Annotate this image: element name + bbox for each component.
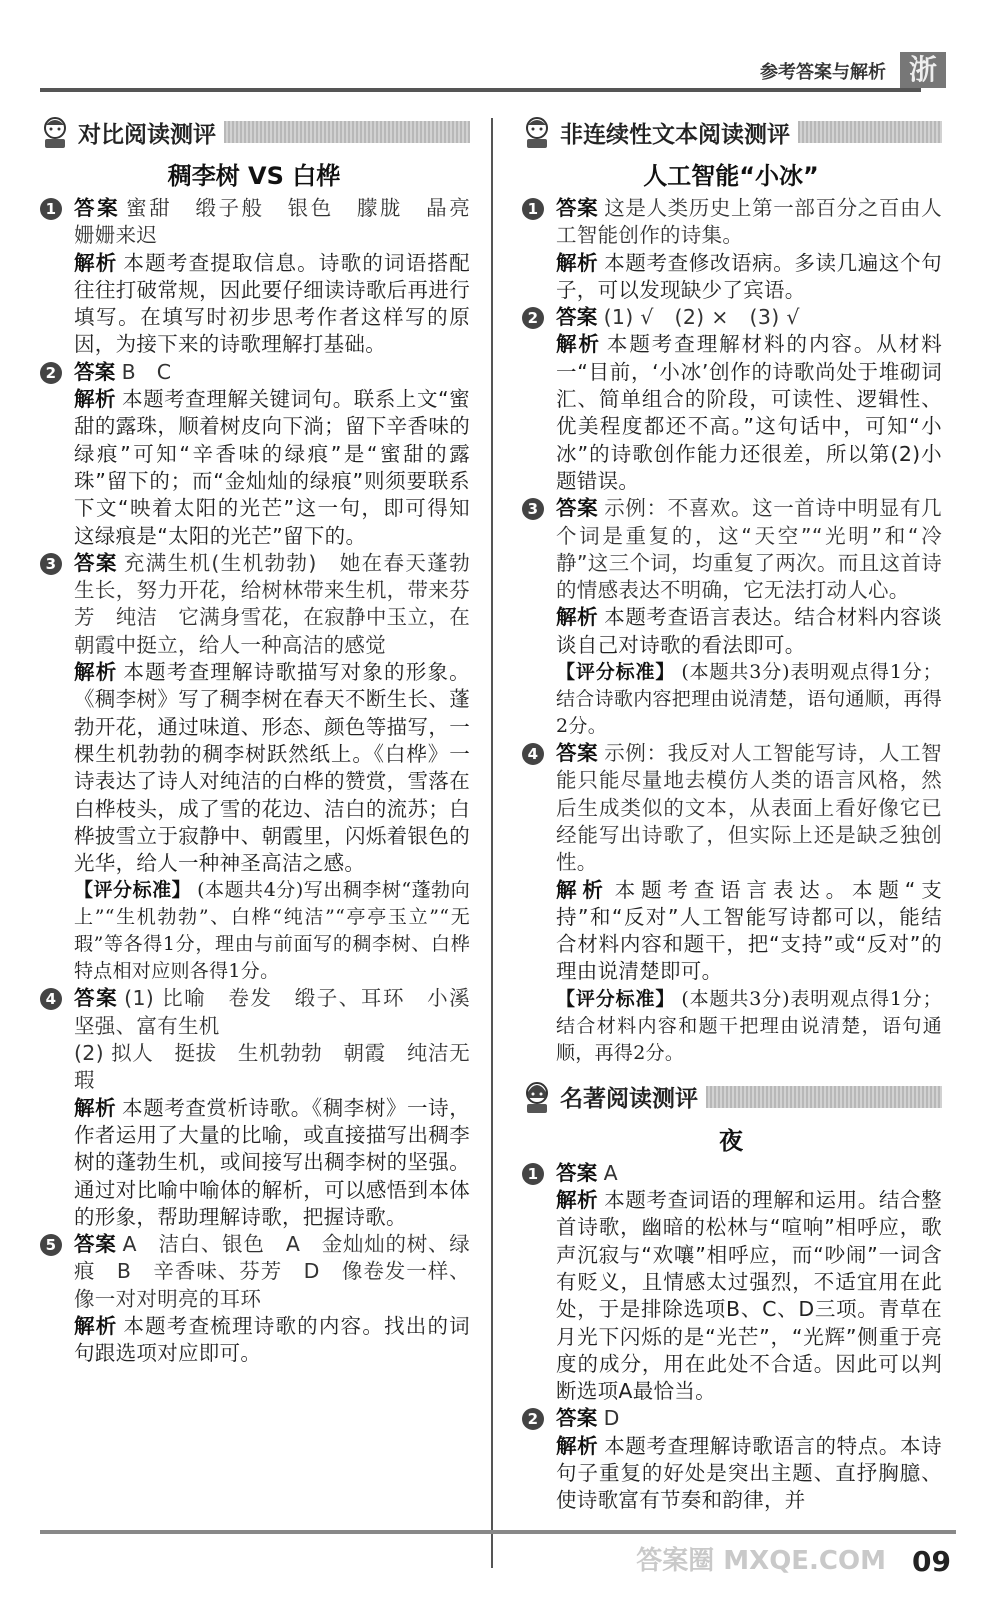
header-title: 参考答案与解析 <box>760 62 886 83</box>
question-item <box>520 1405 942 1514</box>
answer-label: 答案 <box>556 496 599 521</box>
answer-label: 答案 <box>556 741 599 766</box>
answer-text: D <box>603 1406 620 1431</box>
answer-text: A 洁白、银色 A 金灿灿的树、绿痕 B 辛香味、芬芳 D 像卷发一样、像一对对明亮的耳环 <box>74 1232 470 1311</box>
score-text: (本题共3分)表明观点得1分；结合诗歌内容把理由说清楚，语句通顺，再得2分。 <box>556 661 943 738</box>
question-number: 5 <box>40 1234 62 1256</box>
score-text: (本题共4分)写出稠李树“蓬勃向上”“生机勃勃”、白桦“纯洁”“亭亭玉立”“无瑕”等各得1分，理由与前面写的稠李树、白桦特点相对应则各得1分。 <box>74 879 470 983</box>
question-item <box>520 195 942 304</box>
answer-text: 示例：不喜欢。这一首诗中明显有几个词是重复的，这“天空”“光明”和“冷静”这三个词，均重复了两次。而且这首诗的情感表达不明确，它无法打动人心。 <box>556 496 942 603</box>
answer-text: 示例：我反对人工智能写诗，人工智能只能尽量地去模仿人类的语言风格，然后生成类似的文本，从表面上看好像它已经能写出诗歌了，但实际上还是缺乏独创性。 <box>556 741 942 875</box>
left-column <box>38 112 491 1368</box>
page-number: 09 <box>912 1545 951 1578</box>
analysis-label: 解析 <box>556 1433 599 1458</box>
question-number: 4 <box>40 988 62 1010</box>
question-item <box>38 1231 470 1367</box>
answer-label: 答案 <box>556 1406 598 1431</box>
analysis-text: 本题考查修改语病。多读几遍这个句子，可以发现缺少了宾语。 <box>556 250 942 302</box>
question-number: 2 <box>522 307 544 329</box>
answer-label: 答案 <box>556 305 598 330</box>
score-text: (本题共3分)表明观点得1分；结合材料内容和题干把理由说清楚，语句通顺，再得2分。 <box>556 987 942 1064</box>
analysis-text: 本题考查理解诗歌语言的特点。本诗句子重复的好处是突出主题、直抒胸臆、使诗歌富有节奏和韵律，并 <box>556 1433 942 1513</box>
answer-text: B C <box>121 359 172 384</box>
question-item <box>38 550 470 986</box>
page-header <box>0 0 996 95</box>
question-number: 3 <box>40 553 62 575</box>
question-number: 2 <box>40 362 62 384</box>
analysis-text: 本题考查理解材料的内容。从材料一“目前，‘小冰’创作的诗歌尚处于堆砌词汇、简单组合的阶段，可读性、逻辑性、优美程度都还不高。”这句话中，可知“小冰”的诗歌创作能力还很差，所以第(2)小题错误。 <box>556 332 942 493</box>
analysis-label: 解析 <box>556 332 601 357</box>
answer-label: 答案 <box>556 1160 598 1185</box>
header-province-tab: 浙 <box>900 52 946 88</box>
section-header-contrast-reading <box>38 112 470 152</box>
question-number: 1 <box>522 1163 544 1185</box>
answer-label: 答案 <box>74 986 119 1011</box>
analysis-label: 解析 <box>74 660 118 685</box>
reader-mascot-icon <box>520 115 554 149</box>
question-item <box>520 740 942 1067</box>
analysis-text: 本题考查词语的理解和运用。结合整首诗歌，幽暗的松林与“喧响”相呼应，歌声沉寂与“欢嚷”相呼应，而“吵闹”一词含有贬义，且情感太过强烈，不适宜用在此处，于是排除选项B、C、D三项。青草在月光下闪烁的是“光芒”，“光辉”侧重于亮度的成分，用在此处不合适。因此可以判断选项A最恰当。 <box>556 1188 942 1404</box>
analysis-label: 解析 <box>74 1095 117 1120</box>
answer-text: (1) √ (2) × (3) √ <box>603 305 800 330</box>
section-title-bar <box>224 121 470 143</box>
analysis-text: 本题考查提取信息。诗歌的词语搭配往往打破常规，因此要仔细读诗歌后再进行填写。在填写时初步思考作者这样写的原因，为接下来的诗歌理解打基础。 <box>74 250 470 357</box>
answer-text-part2: (2) 拟人 挺拔 生机勃勃 朝霞 纯洁无瑕 <box>74 1041 470 1093</box>
section-header-noncontinuous-reading <box>520 112 942 152</box>
answer-text: 这是人类历史上第一部百分之百由人工智能创作的诗集。 <box>556 196 942 248</box>
section-header-classic-reading <box>520 1077 942 1117</box>
analysis-text: 本题考查语言表达。结合材料内容谈谈自己对诗歌的看法即可。 <box>556 605 942 657</box>
answer-text: 充满生机(生机勃勃) 她在春天蓬勃生长，努力开花，给树林带来生机，带来芬芳 纯洁 它满身雪花，在寂静中玉立，在朝霞中挺立，给人一种高洁的感觉 <box>74 550 470 657</box>
analysis-label: 解析 <box>556 877 609 902</box>
section-title: 名著阅读测评 <box>560 1086 698 1113</box>
answer-text: A <box>603 1160 618 1185</box>
column-divider <box>491 118 493 1568</box>
section-title-bar <box>706 1086 942 1108</box>
analysis-label: 解析 <box>74 387 117 412</box>
question-item <box>520 1160 942 1406</box>
reader-mascot-icon <box>38 115 72 149</box>
analysis-text: 本题考查理解诗歌描写对象的形象。《稠李树》写了稠李树在春天不断生长、蓬勃开花，通过味道、形态、颜色等描写，一棵生机勃勃的稠李树跃然纸上。《白桦》一诗表达了诗人对纯洁的白桦的赞赏，雪落在白桦枝头，成了雪的花边、洁白的流苏；白桦披雪立于寂静中、朝霞里，闪烁着银色的光华，给人一种神圣高洁之感。 <box>74 660 470 876</box>
right-column <box>520 112 942 1515</box>
answer-label: 答案 <box>74 1232 117 1257</box>
question-number: 1 <box>522 198 544 220</box>
question-item <box>520 304 942 495</box>
analysis-text: 本题考查赏析诗歌。《稠李树》一诗，作者运用了大量的比喻，或直接描写出稠李树的蓬勃生机，或间接写出稠李树的坚强。通过对比喻中喻体的解析，可以感悟到本体的形象，帮助理解诗歌，把握诗歌。 <box>74 1095 470 1229</box>
question-item <box>520 495 942 740</box>
footer-rule <box>40 1530 956 1534</box>
article-title: 稠李树 VS 白桦 <box>167 162 341 190</box>
answer-text: 蜜甜 缎子般 银色 朦胧 晶亮 姗姗来迟 <box>74 196 491 248</box>
watermark-logo: 答案圈 MXQE.COM <box>636 1546 886 1576</box>
answer-label: 答案 <box>74 359 116 384</box>
section-title: 非连续性文本阅读测评 <box>560 121 790 148</box>
question-item <box>38 985 491 1231</box>
question-item <box>38 359 470 550</box>
analysis-label: 解析 <box>556 250 599 275</box>
analysis-label: 解析 <box>556 1188 599 1213</box>
score-label: 【评分标准】 <box>74 879 192 902</box>
score-label: 【评分标准】 <box>556 987 676 1010</box>
question-number: 2 <box>522 1408 544 1430</box>
article-title: 人工智能“小冰” <box>643 162 819 190</box>
question-number: 4 <box>522 743 544 765</box>
question-number: 1 <box>40 198 62 220</box>
question-item <box>38 195 491 359</box>
section-title: 对比阅读测评 <box>78 121 216 148</box>
article-title: 夜 <box>719 1126 743 1155</box>
analysis-text: 本题考查梳理诗歌的内容。找出的词句跟选项对应即可。 <box>74 1313 470 1366</box>
analysis-text: 本题考查理解关键词句。联系上文“蜜甜的露珠，顺着树皮向下淌；留下辛香味的绿痕”可知“辛香味的绿痕”是“蜜甜的露珠”留下的；而“金灿灿的绿痕”则须要联系下文“映着太阳的光芒”这一句，即可得知这绿痕是“太阳的光芒”留下的。 <box>74 387 470 548</box>
header-rule <box>40 88 921 92</box>
analysis-label: 解析 <box>74 1313 118 1338</box>
section-title-bar <box>798 121 942 143</box>
question-number: 3 <box>522 498 544 520</box>
analysis-label: 解析 <box>556 605 599 630</box>
answer-label: 答案 <box>556 196 599 220</box>
analysis-text: 本题考查语言表达。本题“支持”和“反对”人工智能写诗都可以，能结合材料内容和题干，把“支持”或“反对”的理由说清楚即可。 <box>556 877 942 984</box>
answer-label: 答案 <box>74 550 118 575</box>
reader-mascot-icon <box>520 1080 554 1114</box>
answer-text: (1) 比喻 卷发 缎子、耳环 小溪 坚强、富有生机 <box>74 986 491 1038</box>
analysis-label: 解析 <box>74 250 118 275</box>
score-label: 【评分标准】 <box>556 661 676 684</box>
answer-label: 答案 <box>74 196 121 220</box>
